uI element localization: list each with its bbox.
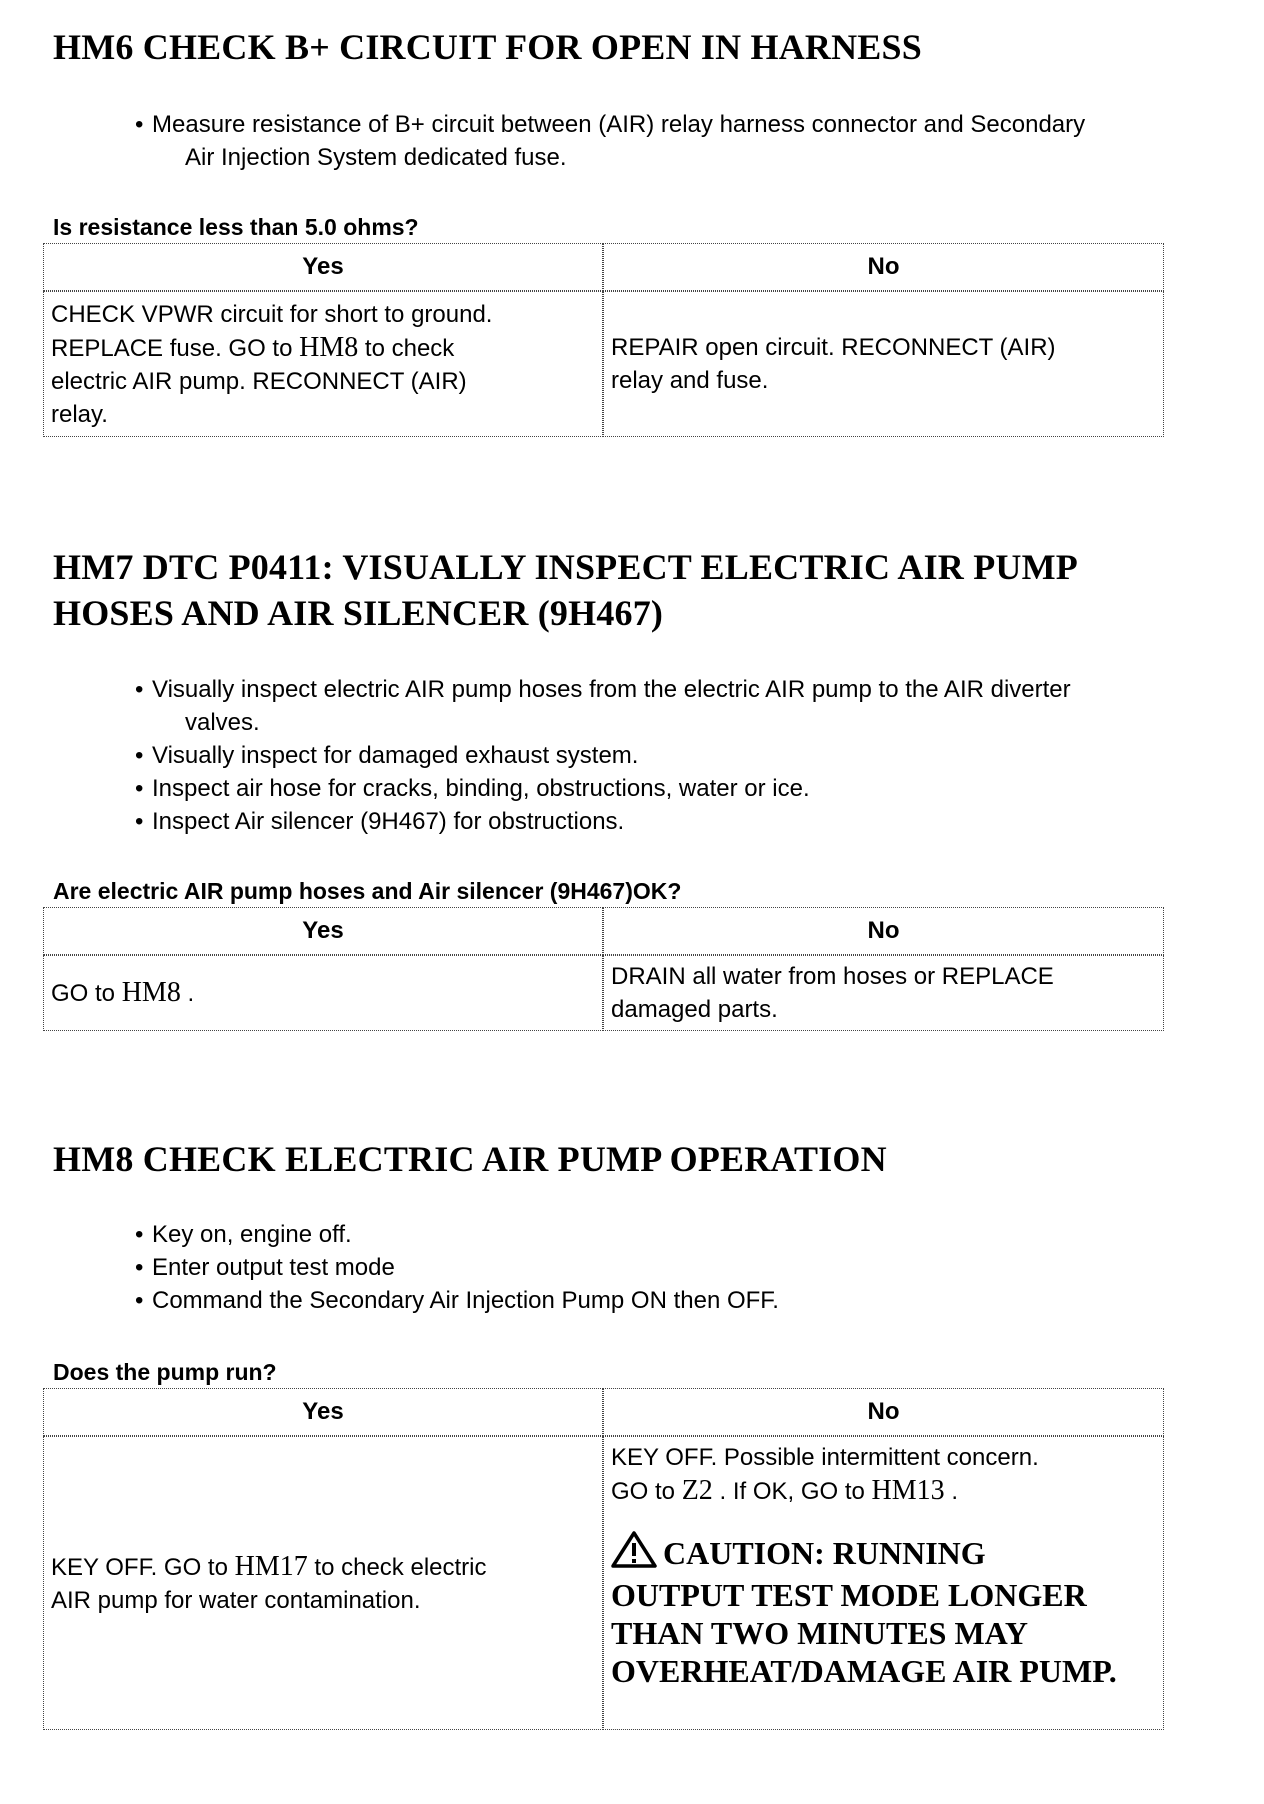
hm6-bullet-list xyxy=(135,108,1235,174)
hm6-result-table xyxy=(43,243,1164,437)
list-item xyxy=(135,772,1235,805)
hm8-heading: HM8 CHECK ELECTRIC AIR PUMP OPERATION xyxy=(53,1139,887,1179)
hm8-question: Does the pump run? xyxy=(53,1359,277,1385)
hm8-no-suffix: . xyxy=(951,1478,958,1505)
no-column-header: No xyxy=(603,243,1164,291)
bullet-symbol: • xyxy=(135,676,144,703)
hm7-no-line-1: DRAIN all water from hoses or REPLACE xyxy=(611,963,1054,990)
bullet-symbol: • xyxy=(135,1287,144,1314)
yes-column-header: Yes xyxy=(43,907,603,955)
hm6-yes-line-3: electric AIR pump. RECONNECT (AIR) xyxy=(51,367,467,395)
bullet-symbol: • xyxy=(135,111,144,138)
bullet-symbol: • xyxy=(135,1254,144,1281)
yes-column-header: Yes xyxy=(43,243,603,291)
caution-line-4: OVERHEAT/DAMAGE AIR PUMP. xyxy=(611,1653,1117,1689)
hm8-bullet-3: Command the Secondary Air Injection Pump ON then OFF. xyxy=(152,1287,779,1314)
hm8-no-cell xyxy=(603,1436,1164,1730)
hm8-no-text: GO to xyxy=(611,1478,676,1505)
hm6-no-line-2: relay and fuse. xyxy=(611,367,769,394)
hm8-link[interactable]: HM8 xyxy=(121,977,181,1008)
caution-line-1 xyxy=(611,1530,1156,1576)
no-column-header: No xyxy=(603,1388,1164,1436)
hm7-yes-text: GO to xyxy=(51,980,116,1007)
hm8-link[interactable]: HM8 xyxy=(299,331,359,363)
list-item xyxy=(135,805,1235,838)
hm7-no-cell xyxy=(603,955,1164,1031)
hm6-yes-line-2-text: REPLACE fuse. GO to xyxy=(51,334,293,362)
caution-line-1-text: CAUTION: RUNNING xyxy=(663,1535,986,1571)
hm6-yes-line-2-suffix: to check xyxy=(364,334,455,362)
yes-column-header: Yes xyxy=(43,1388,603,1436)
caution-block xyxy=(611,1530,1156,1690)
hm8-yes-line-2: AIR pump for water contamination. xyxy=(51,1586,421,1614)
list-item xyxy=(135,1284,1235,1317)
hm6-yes-cell xyxy=(43,291,603,437)
hm7-bullet-4: Inspect Air silencer (9H467) for obstructions. xyxy=(152,808,625,835)
hm6-question: Is resistance less than 5.0 ohms? xyxy=(53,214,419,240)
hm7-bullet-2: Visually inspect for damaged exhaust system. xyxy=(152,742,639,769)
bullet-symbol: • xyxy=(135,808,144,835)
hm6-yes-line-2 xyxy=(51,331,595,365)
hm7-yes-suffix: . xyxy=(187,980,195,1007)
hm6-yes-line-1: CHECK VPWR circuit for short to ground. xyxy=(51,300,493,328)
hm7-heading xyxy=(53,544,1078,636)
hm6-heading: HM6 CHECK B+ CIRCUIT FOR OPEN IN HARNESS xyxy=(53,27,922,67)
hm7-result-table xyxy=(43,907,1164,1031)
list-item xyxy=(135,1251,1235,1284)
hm7-no-line-2: damaged parts. xyxy=(611,996,778,1023)
hm8-yes-text: KEY OFF. GO to xyxy=(51,1553,228,1581)
hm7-heading-line-2: HOSES AND AIR SILENCER (9H467) xyxy=(53,593,664,633)
hm8-bullet-1: Key on, engine off. xyxy=(152,1221,352,1248)
hm8-no-line-1: KEY OFF. Possible intermittent concern. xyxy=(611,1444,1039,1471)
list-item xyxy=(135,673,1235,739)
hm8-yes-line-1 xyxy=(51,1550,595,1584)
hm7-yes-cell xyxy=(43,955,603,1031)
hm8-bullet-list xyxy=(135,1218,1235,1317)
hm8-no-mid: . If OK, GO to xyxy=(719,1478,865,1505)
caution-line-3: THAN TWO MINUTES MAY xyxy=(611,1615,1028,1651)
no-column-header: No xyxy=(603,907,1164,955)
hm7-bullet-list xyxy=(135,673,1235,838)
hm7-bullet-1-line-2: valves. xyxy=(185,709,260,736)
hm7-bullet-1-line-1: Visually inspect electric AIR pump hoses from the electric AIR pump to the AIR diverter xyxy=(152,676,1071,703)
caution-line-2: OUTPUT TEST MODE LONGER xyxy=(611,1577,1087,1613)
list-item xyxy=(135,108,1235,174)
hm7-question: Are electric AIR pump hoses and Air silencer (9H467)OK? xyxy=(53,878,682,904)
hm6-bullet-1-line-2: Air Injection System dedicated fuse. xyxy=(185,144,567,171)
list-item xyxy=(135,1218,1235,1251)
hm6-no-line-1: REPAIR open circuit. RECONNECT (AIR) xyxy=(611,334,1056,361)
hm17-link[interactable]: HM17 xyxy=(234,1550,308,1582)
hm6-bullet-1-line-1: Measure resistance of B+ circuit between (AIR) relay harness connector and Secondary xyxy=(152,111,1086,138)
hm8-bullet-2: Enter output test mode xyxy=(152,1254,395,1281)
hm8-yes-cell xyxy=(43,1436,603,1730)
bullet-symbol: • xyxy=(135,1221,144,1248)
hm6-no-cell xyxy=(603,291,1164,437)
hm8-result-table xyxy=(43,1388,1164,1730)
hm8-no-line-2 xyxy=(611,1474,1156,1508)
hm8-yes-suffix: to check electric xyxy=(314,1553,487,1581)
warning-triangle-icon xyxy=(611,1530,657,1576)
hm6-yes-line-4: relay. xyxy=(51,400,108,428)
z2-link[interactable]: Z2 xyxy=(681,1475,713,1506)
bullet-symbol: • xyxy=(135,742,144,769)
list-item xyxy=(135,739,1235,772)
hm7-heading-line-1: HM7 DTC P0411: VISUALLY INSPECT ELECTRIC AIR PUMP xyxy=(53,547,1078,587)
hm13-link[interactable]: HM13 xyxy=(871,1475,945,1506)
bullet-symbol: • xyxy=(135,775,144,802)
hm7-bullet-3: Inspect air hose for cracks, binding, obstructions, water or ice. xyxy=(152,775,810,802)
